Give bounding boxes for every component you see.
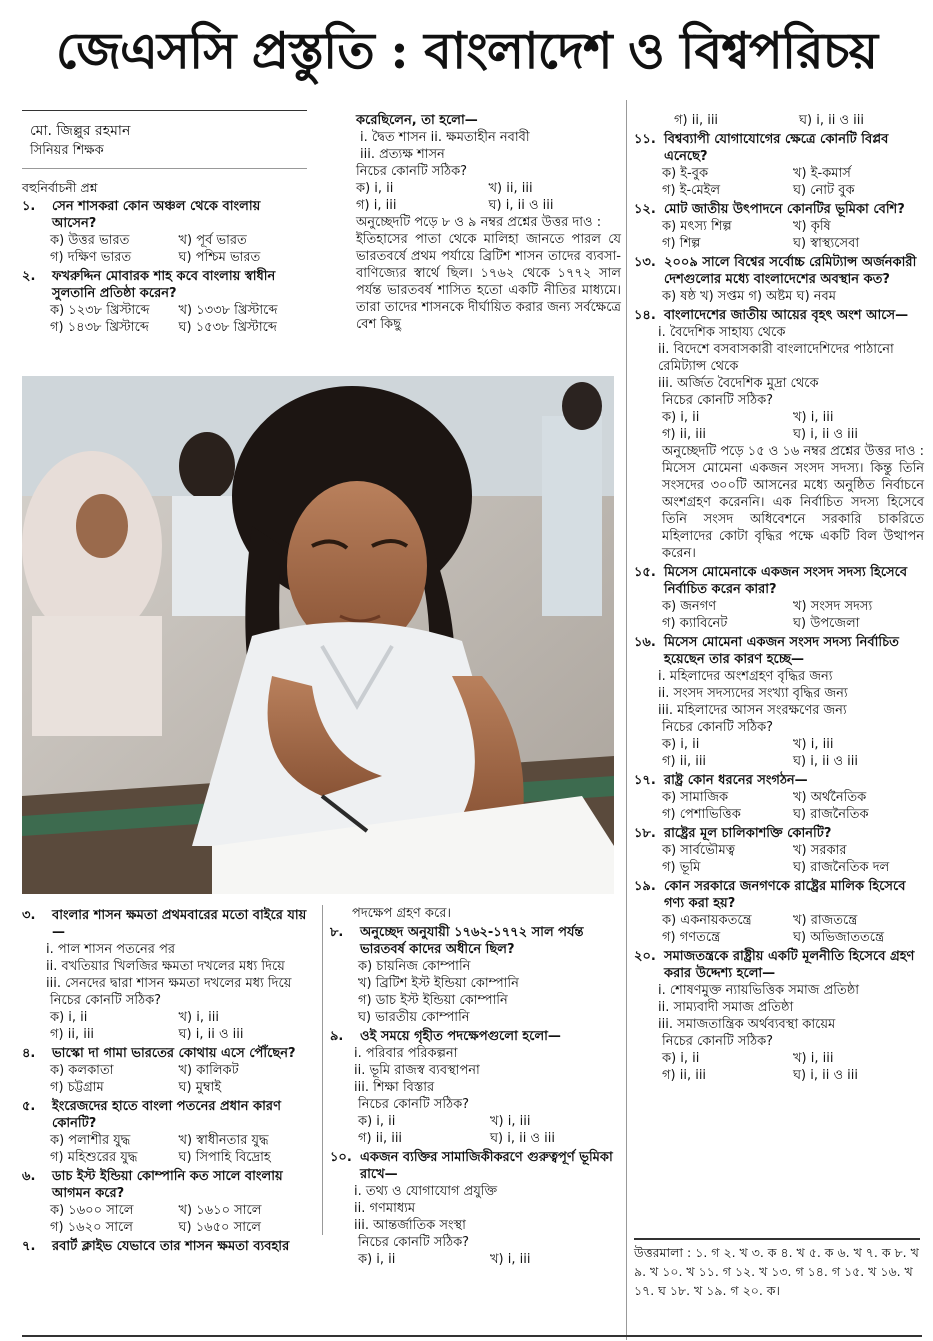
option: ঘ) মুম্বাই (178, 1080, 222, 1095)
question (634, 131, 924, 165)
question-number: ৫. (22, 1099, 36, 1114)
statement: iii. সেনদের দ্বারা শাসন ক্ষমতা দখলের মধ্য দিয়ে (46, 976, 292, 991)
question-text: একজন ব্যক্তির সামাজিকীকরণে গুরুত্বপূর্ণ ভূমিকা রাখে— (360, 1150, 613, 1182)
column-divider-right (626, 100, 627, 1340)
question-list (22, 907, 307, 1255)
option: ঘ) i, ii ও iii (793, 1068, 859, 1083)
question-text: রবার্ট ক্লাইভ যেভাবে তার শাসন ক্ষমতা ব্যবহার (52, 1239, 290, 1254)
option: ক) একনায়কতন্ত্রে (662, 913, 752, 928)
statement: iii. সমাজতান্ত্রিক অর্থব্যবস্থা কায়েম (658, 1017, 836, 1032)
statement: iii. প্রত্যক্ষ শাসন (360, 147, 445, 162)
option: গ) গণতন্ত্রে (662, 930, 721, 945)
question (22, 1168, 307, 1202)
option: ঘ) রাজনৈতিক দল (793, 860, 890, 875)
option: খ) ই-কমার্স (793, 166, 851, 181)
statement: i. পাল শাসন পতনের পর (46, 942, 176, 957)
continued-text: পদক্ষেপ গ্রহণ করে। (352, 906, 452, 921)
option: খ) ১৬১০ সালে (178, 1203, 262, 1218)
question (22, 1098, 307, 1132)
bottom-rule (22, 1335, 922, 1337)
option: খ) সরকার (793, 843, 847, 858)
question-text: রাষ্ট্রের মূল চালিকাশক্তি কোনটি? (664, 826, 832, 841)
option: ঘ) উপজেলা (793, 616, 860, 631)
question (22, 268, 307, 302)
option: খ) পূর্ব ভারত (178, 233, 247, 248)
question (22, 198, 307, 232)
option: খ) কালিকট (178, 1063, 239, 1078)
question-text: মিসেস মোমেনা একজন সংসদ সদস্য নির্বাচিত হয়েছেন তার কারণ হচ্ছে— (664, 635, 899, 667)
option: ক) i, ii (356, 181, 394, 196)
statement: i. পরিবার পরিকল্পনা (354, 1046, 458, 1061)
question (634, 825, 924, 842)
question-list (634, 131, 924, 443)
options-grid (22, 1062, 307, 1096)
question-text: সেন শাসকরা কোন অঞ্চল থেকে বাংলায় আসেন? (52, 199, 261, 231)
question-text: মোট জাতীয় উৎপাদনে কোনটির ভূমিকা বেশি? (664, 202, 905, 217)
column-1-bottom (22, 905, 307, 1335)
statement: i. মহিলাদের অংশগ্রহণ বৃদ্ধির জন্য (658, 669, 833, 684)
question-number: ৯. (330, 1029, 344, 1044)
which-correct: নিচের কোনটি সঠিক? (662, 1034, 774, 1049)
question (22, 1238, 307, 1255)
option: ক) সার্বভৌমত্ব (662, 843, 735, 858)
option: গ) ই-মেইল (662, 183, 721, 198)
question-text: বিশ্বব্যাপী যোগাযোগের ক্ষেত্রে কোনটি বিপ্লব এনেছে? (664, 132, 889, 164)
option: ঘ) সিপাহি বিদ্রোহ (178, 1150, 271, 1165)
question (634, 634, 924, 668)
question-number: ১৩. (634, 255, 656, 270)
option: ক) ১২৩৮ খ্রিস্টাব্দে (50, 303, 150, 318)
option: গ) ii, iii (662, 1068, 707, 1083)
options-grid (634, 789, 924, 823)
question-number: ৮. (330, 925, 344, 940)
option: ঘ) i, ii ও iii (799, 113, 865, 128)
option: গ) ii, iii (50, 1027, 95, 1042)
column-1-top (22, 112, 307, 367)
which-correct: নিচের কোনটি সঠিক? (662, 393, 774, 408)
statement: ii. ভূমি রাজস্ব ব্যবস্থাপনা (354, 1063, 480, 1078)
question-number: ৭. (22, 1239, 36, 1254)
page-title: জেএসসি প্রস্তুতি : বাংলাদেশ ও বিশ্বপরিচয় (55, 21, 878, 80)
option: ঘ) i, ii ও iii (488, 198, 554, 213)
options-grid (22, 232, 307, 266)
passage-text: ইতিহাসের পাতা থেকে মালিহা জানতে পারল যে ভারতবর্ষে প্রথম পর্যায়ে ব্রিটিশ শাসন তাদের ব্যবসা-বাণিজ্যের স্বার্থে ছিল। ১৭৬২ থেকে ১৭৭২ সাল পর্যন্ত ভারতবর্ষ শাসিত হতো একটি নীতির মাধ্যমে। তারা তাদের শাসনকে দীর্ঘায়িত করার জন্য সর্বক্ষেত্রে বেশ কিছু (356, 232, 621, 332)
option: খ) i, iii (793, 410, 834, 425)
option: ঘ) পশ্চিম ভারত (178, 250, 261, 265)
option: ঘ) রাজনৈতিক (793, 807, 869, 822)
option: খ) কৃষি (793, 219, 831, 234)
question (634, 772, 924, 789)
statement: i. বৈদেশিক সাহায্য থেকে (658, 325, 786, 340)
question-text: ওই সময়ে গৃহীত পদক্ষেপগুলো হলো— (360, 1029, 561, 1044)
option: ক) i, ii (358, 1252, 396, 1267)
column-divider-left (322, 905, 323, 1235)
option: গ) ii, iii (674, 113, 719, 128)
option: খ) স্বাধীনতার যুদ্ধ (178, 1133, 269, 1148)
which-correct: নিচের কোনটি সঠিক? (50, 993, 162, 1008)
options-grid (22, 302, 307, 336)
option: খ) i, iii (793, 737, 834, 752)
option: ক) চায়নিজ কোম্পানি (358, 959, 471, 974)
option: খ) ব্রিটিশ ইস্ট ইন্ডিয়া কোম্পানি (358, 976, 519, 991)
continued-text: করেছিলেন, তা হলো— (356, 113, 478, 128)
option: ক) পলাশীর যুদ্ধ (50, 1133, 131, 1148)
question-text: ডাচ ইস্ট ইন্ডিয়া কোম্পানি কত সালে বাংলায় আগমন করে? (52, 1169, 283, 1201)
option: খ) অর্থনৈতিক (793, 790, 867, 805)
statement: ii. গণমাধ্যম (354, 1201, 416, 1216)
question-text: কোন সরকারে জনগণকে রাষ্ট্রের মালিক হিসেবে গণ্য করা হয়? (664, 879, 906, 911)
question (330, 1149, 622, 1183)
question-list (634, 564, 924, 1084)
question-number: ৪. (22, 1046, 36, 1061)
question-number: ১০. (330, 1150, 352, 1165)
option: গ) দক্ষিণ ভারত (50, 250, 132, 265)
option: ঘ) নোট বুক (793, 183, 855, 198)
which-correct: নিচের কোনটি সঠিক? (662, 720, 774, 735)
options-grid (22, 1202, 307, 1236)
option: গ) পেশাভিত্তিক (662, 807, 741, 822)
option: খ) ১৩৩৮ খ্রিস্টাব্দে (178, 303, 278, 318)
option: গ) ক্যাবিনেট (662, 616, 728, 631)
student-writing-photo (22, 376, 614, 894)
passage-text: মিসেস মোমেনা একজন সংসদ সদস্য। কিন্তু তিনি সংসদের ৩০০টি আসনের মধ্যে অনুষ্ঠিত নির্বাচনে অংশগ্রহণ করেননি। এক নির্বাচিত সদস্য হিসেবে তিনি সংসদ অধিবেশনে সরকারি চাকরিতে মহিলাদের কোটা বৃদ্ধির পক্ষে একটি বিল উত্থাপন করেন। (662, 461, 924, 561)
statement: i. শোষণমুক্ত ন্যায়ভিত্তিক সমাজ প্রতিষ্ঠা (658, 983, 859, 998)
options-grid (330, 1113, 622, 1147)
option: গ) ii, iii (358, 1131, 403, 1146)
question (22, 1045, 307, 1062)
question-number: ৩. (22, 908, 36, 923)
option: ক) i, ii (662, 410, 700, 425)
statement: ii. বখতিয়ার খিলজির ক্ষমতা দখলের মধ্য দিয়ে (46, 959, 285, 974)
question-number: ১৮. (634, 826, 656, 841)
option: ঘ) ভারতীয় কোম্পানি (358, 1010, 470, 1025)
question-number: ১২. (634, 202, 656, 217)
option: ক) i, ii (50, 1010, 88, 1025)
option: খ) সংসদ সদস্য (793, 599, 873, 614)
question-text: ইংরেজদের হাতে বাংলা পতনের প্রধান কারণ কোনটি? (52, 1099, 281, 1131)
option: ক) উত্তর ভারত (50, 233, 130, 248)
option: ক) ১৬০০ সালে (50, 1203, 134, 1218)
question-number: ২০. (634, 949, 656, 964)
statement: iii. শিক্ষা বিস্তার (354, 1080, 435, 1095)
option: ক) কলকাতা (50, 1063, 114, 1078)
option: ঘ) i, ii ও iii (793, 427, 859, 442)
option: গ) মহিশুরের যুদ্ধ (50, 1150, 138, 1165)
options-grid (22, 1009, 307, 1043)
option: ঘ) i, ii ও iii (793, 754, 859, 769)
question-text: ২০০৯ সালে বিশ্বের সর্বোচ্চ রেমিট্যান্স অর্জনকারী দেশগুলোর মধ্যে বাংলাদেশের অবস্থান কত? (664, 255, 917, 287)
question-number: ১৭. (634, 773, 656, 788)
option: ক) সামাজিক (662, 790, 729, 805)
statement: ii. সাম্যবাদী সমাজ প্রতিষ্ঠা (658, 1000, 794, 1015)
question-number: ১৪. (634, 308, 656, 323)
options-grid (634, 842, 924, 876)
option: ঘ) অভিজাততন্ত্রে (793, 930, 885, 945)
question (330, 1028, 622, 1045)
which-correct: নিচের কোনটি সঠিক? (358, 1097, 470, 1112)
option: খ) ii, iii (488, 181, 533, 196)
question-number: ৬. (22, 1169, 36, 1184)
option: গ) ভূমি (662, 860, 701, 875)
author-top-rule (22, 110, 307, 111)
author-name: মো. জিল্লুর রহমান (30, 123, 131, 139)
question-number: ১১. (634, 132, 656, 147)
option-line: ক) ষষ্ঠ খ) সপ্তম গ) অষ্টম ঘ) নবম (662, 289, 837, 304)
option: গ) চট্টগ্রাম (50, 1080, 104, 1095)
option: গ) ii, iii (662, 427, 707, 442)
question-text: সমাজতন্ত্রকে রাষ্ট্রীয় একটি মূলনীতি হিসেবে গ্রহণ করার উদ্দেশ্য হলো— (664, 949, 915, 981)
option: খ) i, iii (490, 1252, 531, 1267)
answer-key: উত্তরমালা : ১. গ ২. খ ৩. ক ৪. খ ৫. ক ৬. খ ৭. ক ৮. খ ৯. খ ১০. খ ১১. গ ১২. খ ১৩. গ ১৪. গ ১৫. খ ১৬. খ ১৭. ঘ ১৮. খ ১৯. গ ২০. ক। (634, 1245, 919, 1298)
question-text: বাংলার শাসন ক্ষমতা প্রথমবারের মতো বাইরে যায়— (52, 908, 307, 940)
question-list (330, 924, 622, 1268)
option: ক) জনগণ (662, 599, 717, 614)
option: ক) মৎস্য শিল্প (662, 219, 732, 234)
statement: ii. সংসদ সদস্যদের সংখ্যা বৃদ্ধির জন্য (658, 686, 848, 701)
options-grid (634, 218, 924, 252)
option: ঘ) স্বাস্থ্যসেবা (793, 236, 860, 251)
passage-instruction: অনুচ্ছেদটি পড়ে ১৫ ও ১৬ নম্বর প্রশ্নের উত্তর দাও : (662, 444, 924, 459)
statement: i. দ্বৈত শাসন ii. ক্ষমতাহীন নবাবী (360, 130, 530, 145)
which-correct: নিচের কোনটি সঠিক? (358, 1235, 470, 1250)
question-text: অনুচ্ছেদ অনুযায়ী ১৭৬২-১৭৭২ সাল পর্যন্ত ভারতবর্ষ কাদের অধীনে ছিল? (360, 925, 584, 957)
author-role: সিনিয়র শিক্ষক (30, 143, 104, 158)
option: গ) i, iii (356, 198, 397, 213)
statement: iii. অর্জিত বৈদেশিক মুদ্রা থেকে (658, 376, 819, 391)
option: ক) i, ii (662, 1051, 700, 1066)
section-heading: বহুনির্বাচনী প্রশ্ন (22, 180, 98, 195)
question-number: ১৬. (634, 635, 656, 650)
question (634, 201, 924, 218)
option: গ) ১৪৩৮ খ্রিস্টাব্দে (50, 320, 149, 335)
question-number: ১. (22, 199, 36, 214)
question (634, 254, 924, 288)
which-correct: নিচের কোনটি সঠিক? (356, 164, 468, 179)
column-3 (634, 112, 924, 1232)
option: ঘ) i, ii ও iii (178, 1027, 244, 1042)
question-text: ফখরুদ্দিন মোবারক শাহ কবে বাংলায় স্বাধীন সুলতানি প্রতিষ্ঠা করেন? (52, 269, 276, 301)
question-text: রাষ্ট্র কোন ধরনের সংগঠন— (664, 773, 808, 788)
question (634, 948, 924, 982)
statement: iii. মহিলাদের আসন সংরক্ষণের জন্য (658, 703, 847, 718)
options-grid (634, 912, 924, 946)
question-text: মিসেস মোমেনাকে একজন সংসদ সদস্য হিসেবে নির্বাচিত করেন কারা? (664, 565, 908, 597)
options-grid (22, 1132, 307, 1166)
option: খ) i, iii (178, 1010, 219, 1025)
option: গ) ii, iii (662, 754, 707, 769)
question-text: বাংলাদেশের জাতীয় আয়ের বৃহৎ অংশ আসে— (664, 308, 909, 323)
option: ঘ) ১৫৩৮ খ্রিস্টাব্দে (178, 320, 277, 335)
option: ক) i, ii (662, 737, 700, 752)
question-list (22, 198, 307, 336)
statement: i. তথ্য ও যোগাযোগ প্রযুক্তি (354, 1184, 498, 1199)
column-2-bottom (330, 905, 622, 1267)
option: খ) i, iii (793, 1051, 834, 1066)
question-number: ১৫. (634, 565, 656, 580)
option: গ) ডাচ ইস্ট ইন্ডিয়া কোম্পানি (358, 993, 508, 1008)
question (634, 564, 924, 598)
option: ক) i, ii (358, 1114, 396, 1129)
options-grid (634, 598, 924, 632)
question (22, 907, 307, 941)
statement: iii. আন্তর্জাতিক সংস্থা (354, 1218, 466, 1233)
options-grid (634, 1050, 924, 1084)
options-grid (634, 409, 924, 443)
question-text: ভাস্কো দা গামা ভারতের কোথায় এসে পৌঁছেন? (52, 1046, 296, 1061)
option: গ) ১৬২০ সালে (50, 1220, 133, 1235)
question (634, 307, 924, 324)
option: খ) রাজতন্ত্রে (793, 913, 858, 928)
passage-instruction: অনুচ্ছেদটি পড়ে ৮ ও ৯ নম্বর প্রশ্নের উত্তর দাও : (356, 215, 602, 230)
option: খ) i, iii (490, 1114, 531, 1129)
answers-rule (634, 1238, 920, 1240)
question (330, 924, 622, 958)
column-2-top (356, 112, 621, 367)
question (634, 878, 924, 912)
author-block (22, 122, 307, 160)
option: ঘ) ১৬৫০ সালে (178, 1220, 261, 1235)
question-number: ১৯. (634, 879, 656, 894)
question-number: ২. (22, 269, 36, 284)
options-grid (330, 1251, 622, 1268)
option: গ) শিল্প (662, 236, 701, 251)
statement: ii. বিদেশে বসবাসকারী বাংলাদেশিদের পাঠানো রেমিট্যান্স থেকে (658, 342, 894, 374)
option: ক) ই-বুক (662, 166, 709, 181)
option: ঘ) i, ii ও iii (490, 1131, 556, 1146)
options-grid (634, 165, 924, 199)
options-grid (634, 736, 924, 770)
